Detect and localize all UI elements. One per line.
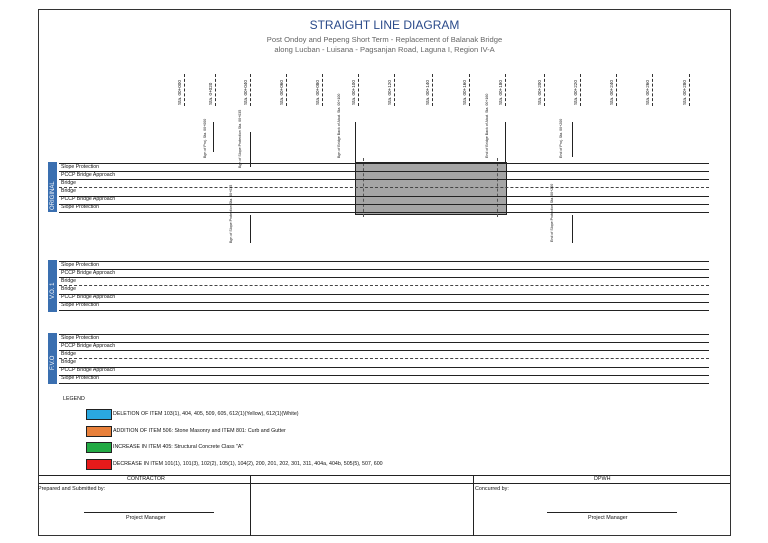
project-manager-right: Project Manager	[588, 515, 628, 521]
row-line	[59, 179, 709, 180]
row-line	[59, 358, 709, 359]
station-label: Sta. 00+040	[243, 80, 248, 105]
row-label: PCCP Bridge Approach	[61, 343, 116, 349]
station-tick	[322, 74, 323, 106]
station-tick	[286, 74, 287, 106]
row-line	[59, 367, 709, 368]
note-bgn-proj: Bgn of Proj. Sta. 00+000	[203, 118, 207, 158]
note-tick	[250, 132, 251, 167]
note-tick	[505, 122, 506, 162]
row-label: Bridge	[61, 359, 76, 365]
signature-line-right	[547, 512, 677, 513]
note-end-proj: End of Proj. Sta. 00+200	[559, 118, 563, 158]
signature-line-left	[84, 512, 214, 513]
section-label-vo1: V.O. 1	[50, 282, 56, 299]
contractor-heading: CONTRACTOR	[127, 476, 165, 482]
legend-text: INCREASE IN ITEM 405: Structural Concrete Class "A"	[113, 444, 244, 450]
row-label: Bridge	[61, 351, 76, 357]
legend-swatch	[86, 409, 112, 420]
note-bgn-slope: Bgn of Slope Protection Sta. 00+035	[238, 109, 242, 168]
row-label: Bridge	[61, 278, 76, 284]
station-label: Sta. 00+200	[537, 80, 542, 105]
legend-swatch	[86, 442, 112, 453]
station-tick	[544, 74, 545, 106]
row-line	[59, 212, 709, 213]
station-label: Sta. 00+260	[645, 80, 650, 105]
footer-rule	[39, 483, 730, 484]
row-label: Bridge	[61, 188, 76, 194]
footer-divider	[473, 475, 474, 536]
drawing-frame	[38, 9, 731, 536]
row-label: PCCP Bridge Approach	[61, 196, 116, 202]
row-label: PCCP Bridge Approach	[61, 270, 116, 276]
row-label: PCCP Bridge Approach	[61, 367, 116, 373]
row-line	[59, 171, 709, 172]
note-tick	[355, 122, 356, 162]
row-label: PCCP Bridge Approach	[61, 172, 116, 178]
row-label: Slope Protection	[61, 262, 100, 268]
row-label: Slope Protection	[61, 375, 100, 381]
station-tick	[215, 74, 216, 106]
station-tick	[580, 74, 581, 106]
legend-text: ADDITION OF ITEM 506: Stone Masonry and ITEM 801: Curb and Gutter	[113, 428, 286, 434]
note-tick	[213, 122, 214, 152]
row-label: Slope Protection	[61, 164, 100, 170]
note-end-bridge: End of Bridge Back of Abut. Sta. 00+160	[485, 93, 489, 158]
section-label-original: ORIGINAL	[50, 181, 56, 210]
row-label: Bridge	[61, 180, 76, 186]
prepared-label: Prepared and Submitted by:	[38, 486, 106, 492]
row-line	[59, 285, 709, 286]
station-tick	[469, 74, 470, 106]
row-line	[59, 204, 709, 205]
station-tick	[616, 74, 617, 106]
diagram-subtitle-2: along Lucban - Luisana - Pagsanjan Road, Laguna I, Region IV-A	[274, 45, 495, 54]
row-line	[59, 187, 709, 188]
row-label: Bridge	[61, 286, 76, 292]
station-label: Sta. 00+160	[462, 80, 467, 105]
dpwh-heading: DPWH	[594, 476, 611, 482]
row-line	[59, 350, 709, 351]
station-label: Sta. 00+120	[387, 80, 392, 105]
bridge-block	[355, 162, 507, 215]
row-label: PCCP Bridge Approach	[61, 294, 116, 300]
note-tick	[572, 122, 573, 157]
station-label: Sta. 00+220	[573, 80, 578, 105]
station-tick	[505, 74, 506, 106]
note-tick	[250, 215, 251, 243]
station-tick	[394, 74, 395, 106]
note-end-slope-low: End of Slope Protection Sta. 00+200	[550, 183, 554, 242]
legend-title: LEGEND	[63, 396, 85, 402]
station-label: Sta. 00+280	[682, 80, 687, 105]
note-bgn-slope-low: Bgn of Slope Protection Sta. 00+035	[229, 184, 233, 243]
row-line	[59, 310, 709, 311]
row-label: Slope Protection	[61, 204, 100, 210]
station-label: Sta. 00+140	[425, 80, 430, 105]
legend-text: DECREASE IN ITEM 101(1), 101(3), 102(2), 105(1), 104(2), 200, 201, 202, 301, 311, 404a, 404b, 505(5), 507, 600	[113, 461, 383, 467]
footer-divider	[250, 475, 251, 536]
note-bgn-bridge: Bgn of Bridge Back of Abut. Sta. 00+100	[337, 93, 341, 158]
row-line	[59, 383, 709, 384]
row-line	[59, 277, 709, 278]
legend-swatch	[86, 426, 112, 437]
row-line	[59, 196, 709, 197]
station-label: Sta. 00+060	[279, 80, 284, 105]
row-line	[59, 334, 709, 335]
row-line	[59, 375, 709, 376]
row-line	[59, 294, 709, 295]
station-label: Sta. 00+100	[351, 80, 356, 105]
station-tick	[432, 74, 433, 106]
section-label-fvo: F.V.O	[50, 355, 56, 370]
row-line	[59, 342, 709, 343]
row-label: Slope Protection	[61, 335, 100, 341]
diagram-subtitle-1: Post Ondoy and Pepeng Short Term - Replacement of Balanak Bridge	[266, 35, 503, 44]
station-label: Sta. 0+020	[208, 82, 213, 105]
row-label: Slope Protection	[61, 302, 100, 308]
note-tick	[572, 215, 573, 243]
station-label: Sta. 00+180	[498, 80, 503, 105]
station-tick	[358, 74, 359, 106]
project-manager-left: Project Manager	[126, 515, 166, 521]
station-tick	[250, 74, 251, 106]
station-tick	[689, 74, 690, 106]
diagram-title: STRAIGHT LINE DIAGRAM	[309, 18, 460, 32]
station-label: Sta. 00+240	[609, 80, 614, 105]
row-line	[59, 302, 709, 303]
row-line	[59, 163, 709, 164]
row-line	[59, 269, 709, 270]
station-tick	[184, 74, 185, 106]
row-line	[59, 261, 709, 262]
legend-swatch	[86, 459, 112, 470]
station-label: Sta. 00+080	[315, 80, 320, 105]
concurred-label: Concurred by:	[475, 486, 509, 492]
station-tick	[652, 74, 653, 106]
station-label: Sta. 00+000	[177, 80, 182, 105]
legend-text: DELETION OF ITEM 103(1), 404, 405, 509, 605, 612(1)(Yellow), 612(1)(White)	[113, 411, 299, 417]
